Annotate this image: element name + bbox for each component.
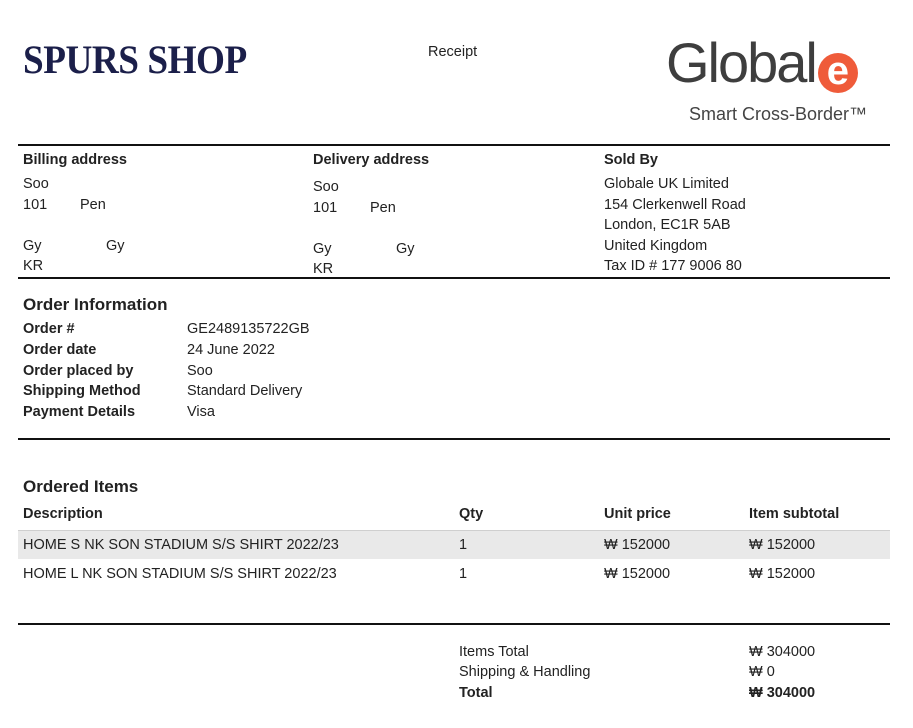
sold-by-heading: Sold By — [604, 152, 658, 168]
sold-by-company: Globale UK Limited — [604, 176, 729, 192]
shipping-handling-label: Shipping & Handling — [459, 664, 591, 680]
billing-city-b: Gy — [106, 238, 125, 254]
delivery-heading: Delivery address — [313, 152, 430, 168]
sold-by-street: 154 Clerkenwell Road — [604, 197, 746, 213]
order-placed-by-label: Order placed by — [23, 363, 134, 379]
order-number-label: Order # — [23, 321, 75, 337]
globale-logo — [666, 31, 858, 94]
column-item-subtotal: Item subtotal — [749, 506, 840, 522]
item-unit-price: ₩ 152000 — [604, 566, 671, 582]
sold-by-city: London, EC1R 5AB — [604, 217, 731, 233]
order-date-value: 24 June 2022 — [187, 342, 275, 358]
delivery-country: KR — [313, 261, 334, 277]
delivery-city-a: Gy — [313, 241, 332, 257]
item-qty: 1 — [459, 566, 468, 582]
ordered-items-heading: Ordered Items — [23, 477, 139, 496]
order-info-heading: Order Information — [23, 295, 168, 314]
item-description: HOME L NK SON STADIUM S/S SHIRT 2022/23 — [23, 566, 337, 582]
order-number-value: GE2489135722GB — [187, 321, 310, 337]
document-title: Receipt — [428, 44, 478, 60]
shipping-method-label: Shipping Method — [23, 383, 141, 399]
grand-total-label: Total — [459, 685, 493, 701]
billing-line1-number: 101 — [23, 197, 48, 213]
billing-heading: Billing address — [23, 152, 127, 168]
table-row — [18, 531, 890, 559]
delivery-name: Soo — [313, 179, 339, 195]
item-description: HOME S NK SON STADIUM S/S SHIRT 2022/23 — [23, 537, 339, 553]
divider — [18, 623, 890, 625]
column-description: Description — [23, 506, 103, 522]
order-date-label: Order date — [23, 342, 97, 358]
billing-line1-street: Pen — [80, 197, 106, 213]
item-subtotal: ₩ 152000 — [749, 566, 816, 582]
divider — [18, 438, 890, 440]
sold-by-tax-id: Tax ID # 177 9006 80 — [604, 258, 742, 274]
column-qty: Qty — [459, 506, 484, 522]
item-qty: 1 — [459, 537, 468, 553]
item-subtotal: ₩ 152000 — [749, 537, 816, 553]
delivery-line1-number: 101 — [313, 200, 338, 216]
sold-by-country: United Kingdom — [604, 238, 708, 254]
items-total-value: ₩ 304000 — [749, 644, 816, 660]
items-total-label: Items Total — [459, 644, 529, 660]
delivery-city-b: Gy — [396, 241, 415, 257]
items-table-header — [18, 504, 890, 531]
globale-logo-word: Global — [666, 31, 816, 94]
globale-e-icon: e — [818, 53, 858, 93]
order-placed-by-value: Soo — [187, 363, 213, 379]
globale-tagline: Smart Cross-Border™ — [689, 104, 868, 124]
item-unit-price: ₩ 152000 — [604, 537, 671, 553]
grand-total-value: ₩ 304000 — [749, 685, 816, 701]
spurs-shop-logo: SPURS SHOP — [23, 37, 247, 82]
delivery-line1-street: Pen — [370, 200, 396, 216]
table-row — [18, 560, 890, 588]
billing-name: Soo — [23, 176, 49, 192]
payment-details-value: Visa — [187, 404, 215, 420]
divider — [18, 144, 890, 146]
divider — [18, 277, 890, 279]
payment-details-label: Payment Details — [23, 404, 136, 420]
column-unit-price: Unit price — [604, 506, 671, 522]
shipping-method-value: Standard Delivery — [187, 383, 303, 399]
billing-country: KR — [23, 258, 44, 274]
shipping-handling-value: ₩ 0 — [749, 664, 775, 680]
billing-city-a: Gy — [23, 238, 42, 254]
